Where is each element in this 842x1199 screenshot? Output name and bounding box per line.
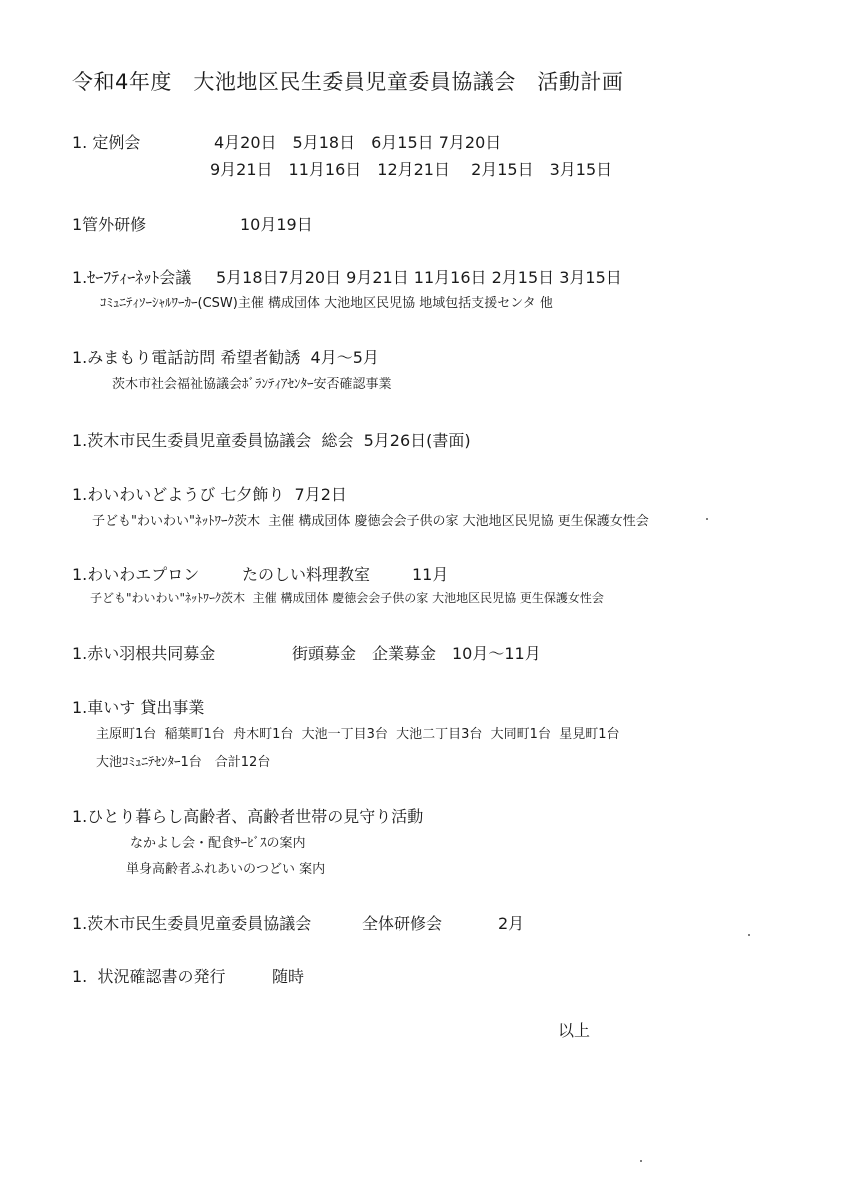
akaihane-label: 1.赤い羽根共同募金	[72, 644, 216, 663]
kurumaisu-row1: 主原町1台 稲葉町1台 舟木町1台 大池一丁目3台 大池二丁目3台 大同町1台 星見町1台	[96, 727, 620, 742]
hitori-note1: なかよし会・配食ｻｰﾋﾞｽの案内	[130, 836, 306, 851]
scan-speck	[706, 518, 708, 520]
kurumaisu-line: 1.車いす 貸出事業	[72, 698, 205, 717]
safety-note: ｺﾐｭﾆﾃｨｿｰｼｬﾙﾜｰｶｰ(CSW)主催 構成団体 大池地区民児協 地域包括支援センタ 他	[100, 296, 553, 311]
closing-text: 以上	[558, 1021, 591, 1040]
kurumaisu-row2: 大池ｺﾐｭﾆﾃｾﾝﾀｰ1台 合計12台	[96, 755, 271, 770]
apron-note: 子ども"わいわい"ﾈｯﾄﾜｰｸ茨木 主催 構成団体 慶徳会会子供の家 大池地区民児協 更生保護女性会	[90, 591, 604, 605]
kenshu-month: 2月	[498, 914, 525, 933]
kangai-date: 10月19日	[240, 215, 313, 234]
safety-label: 1.ｾｰﾌﾃｨｰﾈｯﾄ会議	[72, 268, 192, 287]
apron-month: 11月	[412, 565, 449, 584]
kangai-label: 1管外研修	[72, 215, 147, 234]
page-title: 令和4年度 大池地区民生委員児童委員協議会 活動計画	[72, 70, 624, 94]
apron-label: 1.わいわエプロン	[72, 565, 200, 584]
soukai-line: 1.茨木市民生委員児童委員協議会 総会 5月26日(書面)	[72, 431, 471, 450]
mamori-line: 1.みまもり電話訪問 希望者勧誘 4月～5月	[72, 348, 379, 367]
hitori-note2: 単身高齢者ふれあいのつどい 案内	[126, 862, 326, 877]
tanabata-note: 子ども"わいわい"ﾈｯﾄﾜｰｸ茨木 主催 構成団体 慶徳会会子供の家 大池地区民児協 更生保護女性会	[92, 514, 649, 529]
mamori-note: 茨木市社会福祉協議会ﾎﾞﾗﾝﾃｨｱｾﾝﾀｰ安否確認事業	[112, 377, 392, 392]
teireikai-dates-row1: 4月20日 5月18日 6月15日 7月20日	[214, 133, 502, 152]
scan-speck	[640, 1160, 642, 1162]
akaihane-detail: 街頭募金 企業募金 10月～11月	[292, 644, 541, 663]
scan-speck	[748, 934, 750, 936]
teireikai-label: 1. 定例会	[72, 133, 141, 152]
joukyou-label: 1. 状況確認書の発行	[72, 967, 226, 986]
safety-dates: 5月18日7月20日 9月21日 11月16日 2月15日 3月15日	[216, 268, 622, 287]
apron-event: たのしい料理教室	[242, 565, 371, 584]
teireikai-dates-row2: 9月21日 11月16日 12月21日 2月15日 3月15日	[210, 160, 613, 179]
kenshu-event: 全体研修会	[362, 914, 443, 933]
joukyou-detail: 随時	[272, 967, 305, 986]
tanabata-line: 1.わいわいどようび 七夕飾り 7月2日	[72, 485, 347, 504]
hitori-line: 1.ひとり暮らし高齢者、高齢者世帯の見守り活動	[72, 807, 424, 826]
kenshu-label: 1.茨木市民生委員児童委員協議会	[72, 914, 312, 933]
